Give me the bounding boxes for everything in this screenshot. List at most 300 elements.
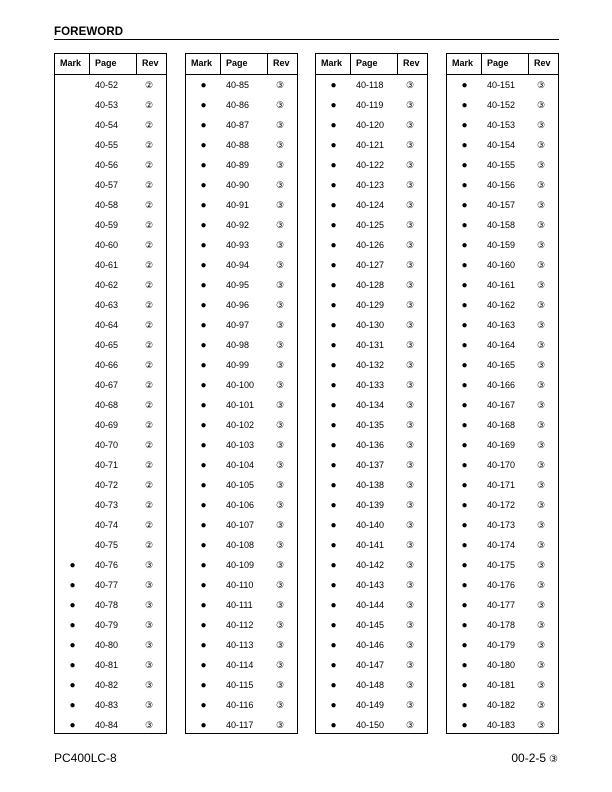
table-row <box>55 415 166 435</box>
table-row <box>55 315 166 335</box>
page-number: 40-72 <box>95 480 119 490</box>
page-number: 40-103 <box>226 440 255 450</box>
revision-number: ② <box>145 399 154 410</box>
revision-mark: ● <box>330 679 337 691</box>
page-number: 40-130 <box>356 320 385 330</box>
revision-number: ③ <box>406 79 415 90</box>
table-row <box>316 375 427 395</box>
revision-number: ② <box>145 519 154 530</box>
revision-number: ③ <box>406 559 415 570</box>
revision-number: ③ <box>145 679 154 690</box>
revision-mark: ● <box>330 179 337 191</box>
page-number: 40-173 <box>487 520 516 530</box>
table-row <box>316 95 427 115</box>
revision-mark: ● <box>461 379 468 391</box>
table-row <box>316 255 427 275</box>
revision-number: ③ <box>537 399 546 410</box>
revision-number: ③ <box>537 719 546 730</box>
page-number: 40-63 <box>95 300 119 310</box>
revision-number: ③ <box>276 399 285 410</box>
revision-number: ③ <box>537 639 546 650</box>
table-row <box>186 195 297 215</box>
page-number: 40-94 <box>226 260 250 270</box>
page-number: 40-78 <box>95 600 119 610</box>
page-number: 40-90 <box>226 180 250 190</box>
page-number: 40-152 <box>487 100 516 110</box>
revision-mark: ● <box>330 299 337 311</box>
table-row <box>316 475 427 495</box>
table-row <box>186 555 297 575</box>
page-number: 40-105 <box>226 480 255 490</box>
revision-number: ③ <box>537 359 546 370</box>
page-number: 40-155 <box>487 160 516 170</box>
page-number: 40-115 <box>226 680 254 690</box>
revision-mark: ● <box>330 159 337 171</box>
revision-number: ③ <box>276 519 285 530</box>
table-row <box>316 195 427 215</box>
page-number: 40-143 <box>356 580 385 590</box>
table-row <box>316 75 427 95</box>
page-number: 40-163 <box>487 320 516 330</box>
revision-mark: ● <box>330 459 337 471</box>
revision-number: ③ <box>537 499 546 510</box>
table-row <box>316 515 427 535</box>
revision-mark: ● <box>461 619 468 631</box>
revision-number: ③ <box>537 119 546 130</box>
revision-number: ② <box>145 119 154 130</box>
revision-number: ③ <box>276 319 285 330</box>
table-row <box>186 655 297 675</box>
revision-mark: ● <box>461 459 468 471</box>
page-number: 40-174 <box>487 540 516 550</box>
page-number: 40-154 <box>487 140 516 150</box>
table-row <box>55 295 166 315</box>
table-row <box>186 395 297 415</box>
revision-number: ③ <box>406 359 415 370</box>
revision-mark: ● <box>200 259 207 271</box>
table-row <box>186 95 297 115</box>
page-number: 40-81 <box>95 660 119 670</box>
revision-mark: ● <box>200 319 207 331</box>
page-number: 40-148 <box>356 680 385 690</box>
revision-number: ③ <box>276 639 285 650</box>
revision-mark: ● <box>330 479 337 491</box>
revision-number: ③ <box>276 699 285 710</box>
revision-number: ② <box>145 179 154 190</box>
revision-number: ③ <box>406 279 415 290</box>
page-number: 40-141 <box>356 540 385 550</box>
page-number: 40-75 <box>95 540 119 550</box>
table-row <box>447 455 558 475</box>
page-number: 40-113 <box>226 640 254 650</box>
revision-mark: ● <box>69 659 76 671</box>
revision-number: ③ <box>276 579 285 590</box>
revision-table-3 <box>315 53 428 734</box>
page-number: 40-62 <box>95 280 119 290</box>
table-row <box>186 115 297 135</box>
revision-mark: ● <box>461 79 468 91</box>
table-row <box>447 315 558 335</box>
revision-mark: ● <box>200 299 207 311</box>
revision-mark: ● <box>200 519 207 531</box>
page-number: 40-167 <box>487 400 516 410</box>
table-header <box>186 54 297 75</box>
revision-mark: ● <box>200 679 207 691</box>
table-row <box>55 235 166 255</box>
page-number: 40-53 <box>95 100 119 110</box>
page-number: 40-68 <box>95 400 119 410</box>
revision-number: ③ <box>537 159 546 170</box>
page-number: 40-145 <box>356 620 385 630</box>
header-mark: Mark <box>316 54 351 74</box>
table-row <box>55 695 166 715</box>
page-number: 40-101 <box>226 400 255 410</box>
revision-mark: ● <box>200 439 207 451</box>
revision-number: ③ <box>406 99 415 110</box>
revision-mark: ● <box>330 639 337 651</box>
page-number: 40-107 <box>226 520 255 530</box>
page-number: 40-156 <box>487 180 516 190</box>
page-number: 40-164 <box>487 340 516 350</box>
table-row <box>447 215 558 235</box>
page-number: 40-69 <box>95 420 119 430</box>
table-row <box>447 255 558 275</box>
revision-mark: ● <box>461 199 468 211</box>
revision-number: ③ <box>537 659 546 670</box>
revision-number: ③ <box>537 559 546 570</box>
revision-number: ③ <box>537 79 546 90</box>
revision-number: ③ <box>406 639 415 650</box>
revision-mark: ● <box>461 599 468 611</box>
table-row <box>55 635 166 655</box>
revision-mark: ● <box>330 619 337 631</box>
revision-number: ② <box>145 419 154 430</box>
header-page: Page <box>221 54 268 74</box>
revision-mark: ● <box>461 339 468 351</box>
page-number: 40-70 <box>95 440 119 450</box>
page-number: 40-132 <box>356 360 385 370</box>
revision-mark: ● <box>200 199 207 211</box>
revision-number: ② <box>145 219 154 230</box>
revision-number: ③ <box>145 599 154 610</box>
revision-number: ③ <box>276 219 285 230</box>
table-row <box>316 175 427 195</box>
table-row <box>316 295 427 315</box>
table-row <box>55 495 166 515</box>
revision-number: ③ <box>276 159 285 170</box>
table-row <box>186 275 297 295</box>
revision-number: ② <box>145 539 154 550</box>
revision-mark: ● <box>330 139 337 151</box>
table-row <box>186 695 297 715</box>
table-row <box>316 275 427 295</box>
revision-number: ③ <box>537 219 546 230</box>
page-number: 40-125 <box>356 220 385 230</box>
page-number: 40-134 <box>356 400 385 410</box>
revision-mark: ● <box>461 99 468 111</box>
revision-number: ③ <box>406 579 415 590</box>
revision-number: ② <box>145 379 154 390</box>
revision-number: ③ <box>537 619 546 630</box>
revision-number: ② <box>145 99 154 110</box>
page-number: 40-170 <box>487 460 516 470</box>
table-row <box>186 255 297 275</box>
table-row <box>186 595 297 615</box>
table-row <box>447 375 558 395</box>
page-number: 40-58 <box>95 200 119 210</box>
page-number: 40-109 <box>226 560 255 570</box>
table-row <box>316 455 427 475</box>
table-row <box>316 315 427 335</box>
revision-number: ③ <box>145 719 154 730</box>
revision-mark: ● <box>330 579 337 591</box>
revision-mark: ● <box>461 439 468 451</box>
revision-mark: ● <box>461 499 468 511</box>
page-number: 40-84 <box>95 720 119 730</box>
revision-mark: ● <box>330 239 337 251</box>
revision-number: ③ <box>406 719 415 730</box>
revision-number: ③ <box>406 439 415 450</box>
revision-mark: ● <box>200 479 207 491</box>
header-mark: Mark <box>447 54 482 74</box>
revision-mark: ● <box>69 679 76 691</box>
page-number: 40-129 <box>356 300 385 310</box>
revision-number: ③ <box>145 619 154 630</box>
page-number: 40-100 <box>226 380 255 390</box>
revision-mark: ● <box>461 559 468 571</box>
revision-mark: ● <box>461 279 468 291</box>
revision-mark: ● <box>330 319 337 331</box>
page-number: 40-149 <box>356 700 385 710</box>
table-row <box>316 235 427 255</box>
table-row <box>55 355 166 375</box>
page-number: 40-179 <box>487 640 516 650</box>
revision-mark: ● <box>330 599 337 611</box>
revision-number: ③ <box>537 699 546 710</box>
table-row <box>55 435 166 455</box>
revision-mark: ● <box>69 719 76 731</box>
page-number: 40-87 <box>226 120 250 130</box>
revision-table-4 <box>446 53 559 734</box>
table-row <box>316 415 427 435</box>
table-header <box>316 54 427 75</box>
table-row <box>186 315 297 335</box>
table-row <box>447 595 558 615</box>
table-row <box>447 515 558 535</box>
header-rev: Rev <box>142 58 159 68</box>
revision-number: ③ <box>537 539 546 550</box>
revision-number: ② <box>145 359 154 370</box>
page-number: 40-80 <box>95 640 119 650</box>
table-row <box>55 575 166 595</box>
table-row <box>55 135 166 155</box>
page-number: 40-74 <box>95 520 119 530</box>
table-row <box>55 715 166 735</box>
revision-mark: ● <box>200 239 207 251</box>
revision-mark: ● <box>461 219 468 231</box>
table-row <box>186 515 297 535</box>
page-number: 40-151 <box>487 80 516 90</box>
revision-mark: ● <box>461 659 468 671</box>
table-row <box>186 575 297 595</box>
table-row <box>316 575 427 595</box>
revision-number: ② <box>145 299 154 310</box>
table-row <box>55 115 166 135</box>
revision-number: ③ <box>276 459 285 470</box>
revision-mark: ● <box>200 379 207 391</box>
revision-number: ③ <box>537 599 546 610</box>
page-number: 40-139 <box>356 500 385 510</box>
page-number: 40-127 <box>356 260 385 270</box>
revision-number: ③ <box>406 599 415 610</box>
revision-mark: ● <box>330 119 337 131</box>
revision-mark: ● <box>330 659 337 671</box>
revision-number: ③ <box>145 579 154 590</box>
table-row <box>447 635 558 655</box>
revision-number: ③ <box>537 279 546 290</box>
revision-mark: ● <box>200 179 207 191</box>
revision-number: ③ <box>276 99 285 110</box>
page-number: 40-147 <box>356 660 385 670</box>
table-row <box>447 95 558 115</box>
table-row <box>447 535 558 555</box>
page-number: 40-136 <box>356 440 385 450</box>
revision-mark: ● <box>330 719 337 731</box>
table-row <box>186 675 297 695</box>
table-row <box>316 655 427 675</box>
revision-number: ② <box>145 279 154 290</box>
table-row <box>186 135 297 155</box>
table-row <box>447 615 558 635</box>
revision-number: ③ <box>406 699 415 710</box>
table-row <box>316 135 427 155</box>
revision-mark: ● <box>200 339 207 351</box>
revision-mark: ● <box>200 139 207 151</box>
revision-mark: ● <box>461 179 468 191</box>
revision-mark: ● <box>461 419 468 431</box>
table-row <box>447 655 558 675</box>
revision-mark: ● <box>330 399 337 411</box>
page-number: 40-99 <box>226 360 250 370</box>
table-row <box>55 275 166 295</box>
table-row <box>55 555 166 575</box>
page-number: 40-146 <box>356 640 385 650</box>
revision-mark: ● <box>330 379 337 391</box>
table-row <box>186 495 297 515</box>
page-number: 40-98 <box>226 340 250 350</box>
revision-number: ③ <box>537 99 546 110</box>
table-row <box>55 95 166 115</box>
table-row <box>447 675 558 695</box>
table-row <box>316 495 427 515</box>
page-number: 40-172 <box>487 500 516 510</box>
revision-mark: ● <box>69 699 76 711</box>
table-row <box>55 255 166 275</box>
header-rev: Rev <box>534 58 551 68</box>
page-number: 40-135 <box>356 420 385 430</box>
header-page: Page <box>482 54 529 74</box>
page-number: 40-65 <box>95 340 119 350</box>
page-number: 40-123 <box>356 180 385 190</box>
revision-number: ③ <box>145 699 154 710</box>
revision-number: ② <box>145 499 154 510</box>
table-row <box>316 615 427 635</box>
table-row <box>186 715 297 735</box>
revision-number: ③ <box>406 539 415 550</box>
revision-number: ③ <box>276 599 285 610</box>
table-row <box>186 415 297 435</box>
revision-number: ③ <box>276 339 285 350</box>
revision-mark: ● <box>330 259 337 271</box>
revision-number: ③ <box>406 239 415 250</box>
table-row <box>316 695 427 715</box>
table-row <box>316 215 427 235</box>
revision-mark: ● <box>461 319 468 331</box>
revision-number: ③ <box>145 639 154 650</box>
page-number: 40-180 <box>487 660 516 670</box>
table-row <box>316 155 427 175</box>
revision-mark: ● <box>200 399 207 411</box>
revision-number: ③ <box>276 419 285 430</box>
revision-number: ③ <box>537 479 546 490</box>
header-rev: Rev <box>403 58 420 68</box>
page-number: 40-165 <box>487 360 516 370</box>
revision-mark: ● <box>200 619 207 631</box>
revision-number: ③ <box>406 459 415 470</box>
table-row <box>186 155 297 175</box>
page-number: 40-106 <box>226 500 255 510</box>
table-row <box>447 335 558 355</box>
table-row <box>55 675 166 695</box>
page-number: 40-111 <box>226 600 253 610</box>
table-row <box>186 215 297 235</box>
revision-mark: ● <box>69 599 76 611</box>
revision-mark: ● <box>200 579 207 591</box>
page-number: 40-122 <box>356 160 385 170</box>
revision-number: ② <box>145 479 154 490</box>
revision-mark: ● <box>200 539 207 551</box>
title-rule <box>54 39 559 40</box>
revision-number: ② <box>145 239 154 250</box>
revision-number: ② <box>145 459 154 470</box>
revision-mark: ● <box>461 119 468 131</box>
revision-mark: ● <box>200 359 207 371</box>
revision-mark: ● <box>69 559 76 571</box>
revision-mark: ● <box>330 79 337 91</box>
revision-mark: ● <box>461 699 468 711</box>
page-number: 40-60 <box>95 240 119 250</box>
revision-number: ③ <box>276 379 285 390</box>
revision-number: ③ <box>276 259 285 270</box>
revision-mark: ● <box>330 699 337 711</box>
revision-mark: ● <box>330 359 337 371</box>
revision-number: ③ <box>276 479 285 490</box>
page-number: 40-182 <box>487 700 516 710</box>
page-number: 40-159 <box>487 240 516 250</box>
page-number: 40-86 <box>226 100 250 110</box>
table-row <box>186 75 297 95</box>
page-number: 40-79 <box>95 620 119 630</box>
page-number: 40-67 <box>95 380 119 390</box>
revision-number: ③ <box>537 379 546 390</box>
revision-mark: ● <box>69 639 76 651</box>
table-row <box>186 295 297 315</box>
table-row <box>186 375 297 395</box>
page-number: 40-66 <box>95 360 119 370</box>
page-number: 40-120 <box>356 120 385 130</box>
table-row <box>316 335 427 355</box>
revision-mark: ● <box>330 219 337 231</box>
